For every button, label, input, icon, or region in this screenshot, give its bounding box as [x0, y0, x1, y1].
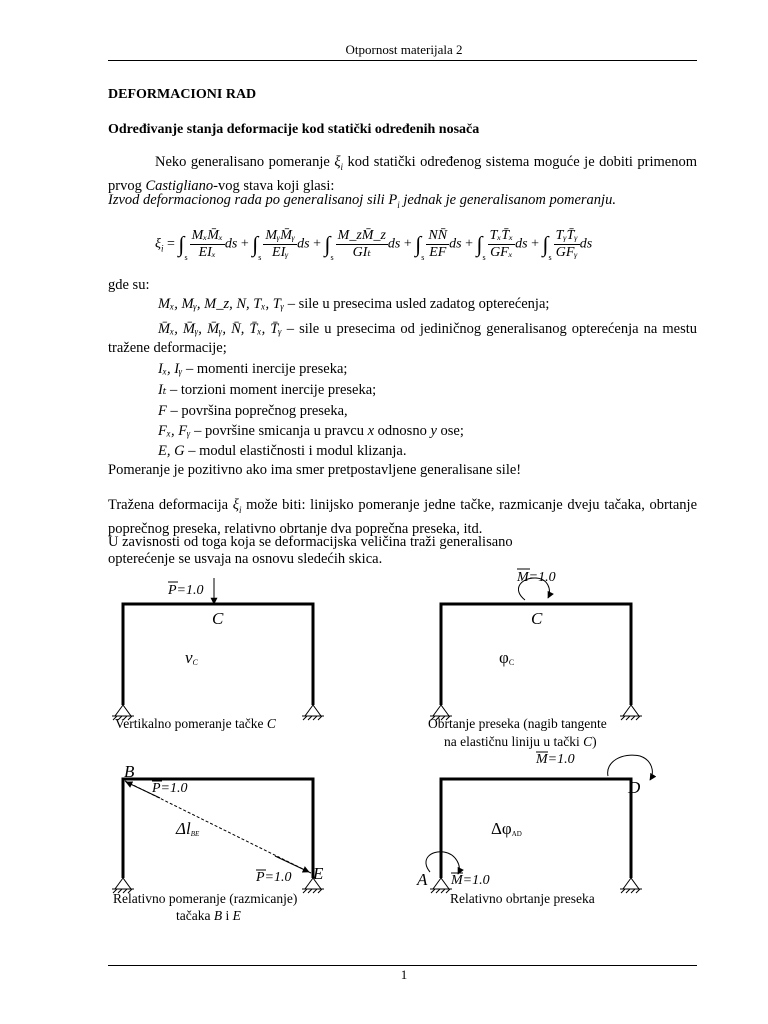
positive-note: Pomeranje je pozitivno ako ima smer pretpostavljene generalisane sile!	[108, 462, 522, 478]
definition-2: M̄ₓ, M̄ᵧ, M̄ᵧ, N̄, T̄ₓ, T̄ᵧ – sile u presecima od jediničnog generalisanog opterećenja na mestu tražene deformacije;	[108, 321, 698, 356]
figure-relative-rotation	[416, 752, 652, 893]
definition-3: Iₓ, Iᵧ – momenti inercije preseka;	[158, 361, 348, 377]
footer-rule	[108, 965, 697, 966]
section-heading: DEFORMACIONI RAD	[108, 87, 257, 102]
support-2-right	[620, 705, 642, 720]
unit-force-label-1: P=1.0	[168, 583, 204, 598]
caption-figure-1: Vertikalno pomeranje tačke C	[115, 716, 276, 731]
caption-figure-2-line-1: Obrtanje preseka (nagib tangente	[428, 716, 607, 731]
formula-term-4: $\frac{NN̄}{EF}$	[428, 228, 448, 260]
definition-6: Fₓ, Fᵧ – površine smicanja u pravcu x odnosno y ose;	[158, 423, 464, 439]
sketch-intro-paragraph: U zavisnosti od toga koja se deformacijska veličina traži generalisano opterećenje se usvaja na osnovu sledećih skica.	[108, 534, 513, 567]
definition-5: F – površina poprečnog preseka,	[158, 403, 348, 419]
definition-1: Mₓ, Mᵧ, M_z, N, Tₓ, Tᵧ – sile u presecima usled zadatog opterećenja;	[158, 296, 550, 312]
caption-figure-3-line-1: Relativno pomeranje (razmicanje)	[113, 891, 298, 906]
intro-paragraph: Neko generalisano pomeranje $\xi_i$ kod statički određenog sistema moguće je dobiti primenom prvog Castigliano-vog stava koji glasi:	[108, 154, 698, 194]
castigliano-formula: $\xi_i = \int_s$ $\frac{\text{MₓM̄ₓ}}{\text{EIₓ}}$ ds + $\int_s$ $\frac{\text{MᵧM̄ᵧ}}{\text{EIᵧ}}$ ds + $\int_s$ $\frac{M\_zM̄\_z}{\text{GIₜ}}$ ds + $\int_s$ $\frac{NN̄}{EF}$ ds + $\int_s$ $\frac{\text{TₓT̄ₓ}}{\text{GFₓ}}$ ds + $\int_s$ $\frac{\text{TᵧT̄ᵧ}}{\text{GFᵧ}}$ ds	[155, 228, 593, 262]
page-number: 1	[400, 967, 408, 982]
figure-rotation	[430, 569, 642, 720]
unit-force-label-e: P=1.0	[256, 870, 292, 885]
quantity-dphiad: ΔφAD	[491, 819, 522, 838]
unit-moment-label-d: M=1.0	[536, 752, 575, 767]
unit-moment-label-2: M=1.0	[517, 570, 556, 585]
formula-term-3: $\frac{M\_zM̄\_z}{\text{GIₜ}}$	[337, 228, 386, 260]
support-4-left	[430, 878, 452, 893]
node-c-label-1: C	[212, 609, 224, 628]
node-d-label: D	[628, 778, 641, 797]
unit-force-label-b: P=1.0	[152, 781, 188, 796]
subsection-heading: Određivanje stanja deformacije kod statički određenih nosača	[108, 122, 480, 137]
formula-term-5: $\frac{\text{TₓT̄ₓ}}{\text{GFₓ}}$	[489, 228, 514, 260]
support-4-right	[620, 878, 642, 893]
formula-term-1: $\frac{\text{MₓM̄ₓ}}{\text{EIₓ}}$	[191, 228, 223, 260]
header-rule	[108, 60, 697, 61]
quantity-vc: vC	[185, 648, 198, 667]
quantity-phic: φC	[499, 648, 515, 667]
running-header: Otpornost materijala 2	[345, 42, 463, 57]
frames-sketches	[0, 560, 768, 940]
castigliano-rule: Izvod deformacionog rada po generalisanoj sili $P_i$ jednak je generalisanom pomeranju.	[108, 192, 616, 210]
node-a-label: A	[417, 870, 428, 889]
formula-term-2: $\frac{\text{MᵧM̄ᵧ}}{\text{EIᵧ}}$	[265, 228, 296, 260]
quantity-dlbe: ΔlBE	[176, 819, 200, 838]
unit-moment-arrow-d	[608, 755, 653, 780]
frame-4	[441, 779, 631, 878]
unit-moment-label-a: M=1.0	[451, 873, 490, 888]
node-e-label: E	[313, 864, 324, 883]
caption-figure-3-line-2: tačaka B i E	[176, 908, 241, 923]
definition-4: Iₜ – torzioni moment inercije preseka;	[158, 382, 377, 398]
definition-7: E, G – modul elastičnosti i modul klizanja.	[158, 443, 407, 459]
node-c-label-2: C	[531, 609, 543, 628]
deformation-paragraph: Tražena deformacija $\xi_i$ može biti: linijsko pomeranje jedne tačke, razmicanje dveju tačaka, obrtanje poprečnog preseka, relativno obrtanje dva poprečna preseka, itd.	[108, 497, 698, 537]
support-1-right	[302, 705, 324, 720]
caption-figure-2-line-2: na elastičnu liniju u tački C)	[444, 734, 597, 749]
figure-vertical-displacement	[112, 578, 324, 720]
where-label: gde su:	[108, 277, 150, 293]
figure-relative-displacement	[112, 762, 324, 893]
unit-moment-arrow-a	[426, 852, 459, 874]
caption-figure-4: Relativno obrtanje preseka	[450, 891, 595, 906]
node-b-label: B	[124, 762, 135, 781]
formula-term-6: $\frac{\text{TᵧT̄ᵧ}}{\text{GFᵧ}}$	[555, 228, 578, 260]
